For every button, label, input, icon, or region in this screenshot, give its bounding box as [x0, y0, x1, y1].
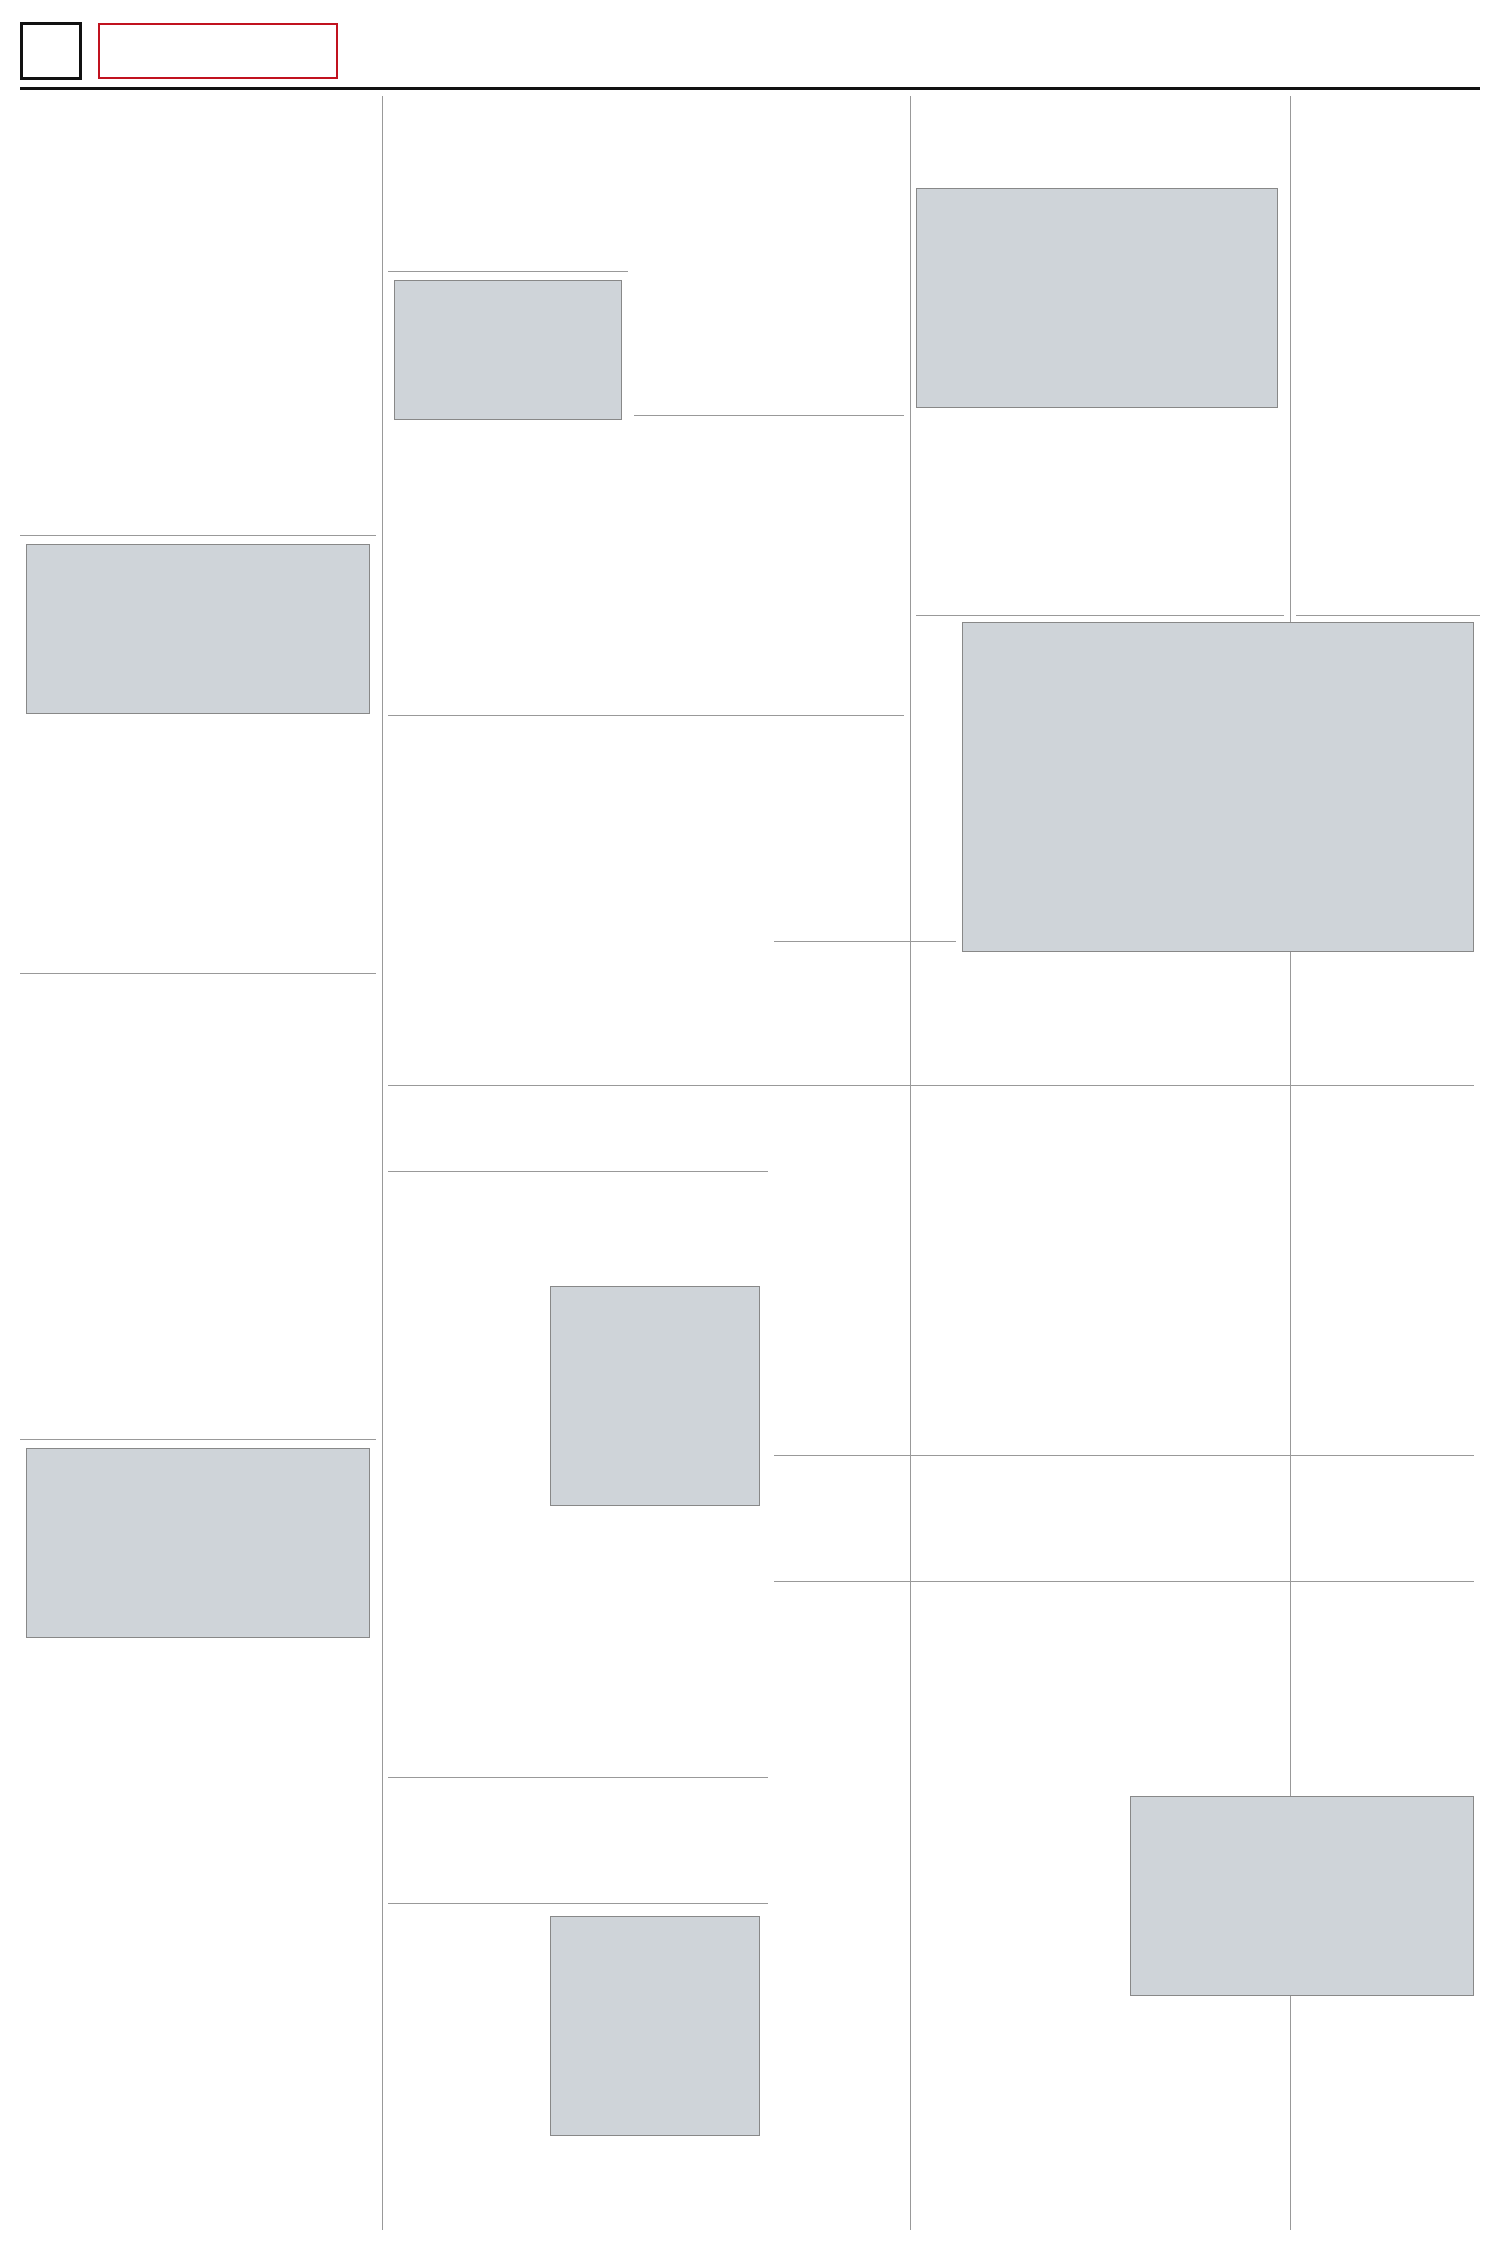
news-photo — [550, 1286, 760, 1506]
story[interactable] — [634, 96, 904, 416]
story[interactable] — [774, 1462, 1474, 1582]
news-photo — [394, 280, 622, 420]
story-grid — [20, 96, 1480, 2230]
newspaper-logo[interactable] — [98, 23, 338, 79]
story[interactable] — [20, 980, 376, 1440]
news-photo — [916, 188, 1278, 408]
story[interactable] — [774, 1092, 1474, 1456]
story[interactable] — [388, 1092, 768, 1172]
news-photo — [550, 1916, 760, 2136]
story[interactable] — [774, 958, 1474, 1086]
news-photo — [962, 622, 1474, 952]
page-number — [20, 22, 82, 80]
story[interactable] — [20, 96, 376, 536]
story[interactable] — [20, 722, 376, 974]
story[interactable] — [388, 1784, 768, 1904]
story[interactable] — [916, 416, 1284, 616]
story[interactable] — [774, 622, 956, 942]
column-rule — [382, 96, 383, 2230]
masthead — [20, 14, 1480, 90]
news-photo — [26, 1448, 370, 1638]
news-photo — [1130, 1796, 1474, 1996]
news-photo — [26, 544, 370, 714]
story[interactable] — [388, 96, 628, 272]
story[interactable] — [1296, 96, 1480, 616]
story[interactable] — [20, 1646, 376, 2230]
